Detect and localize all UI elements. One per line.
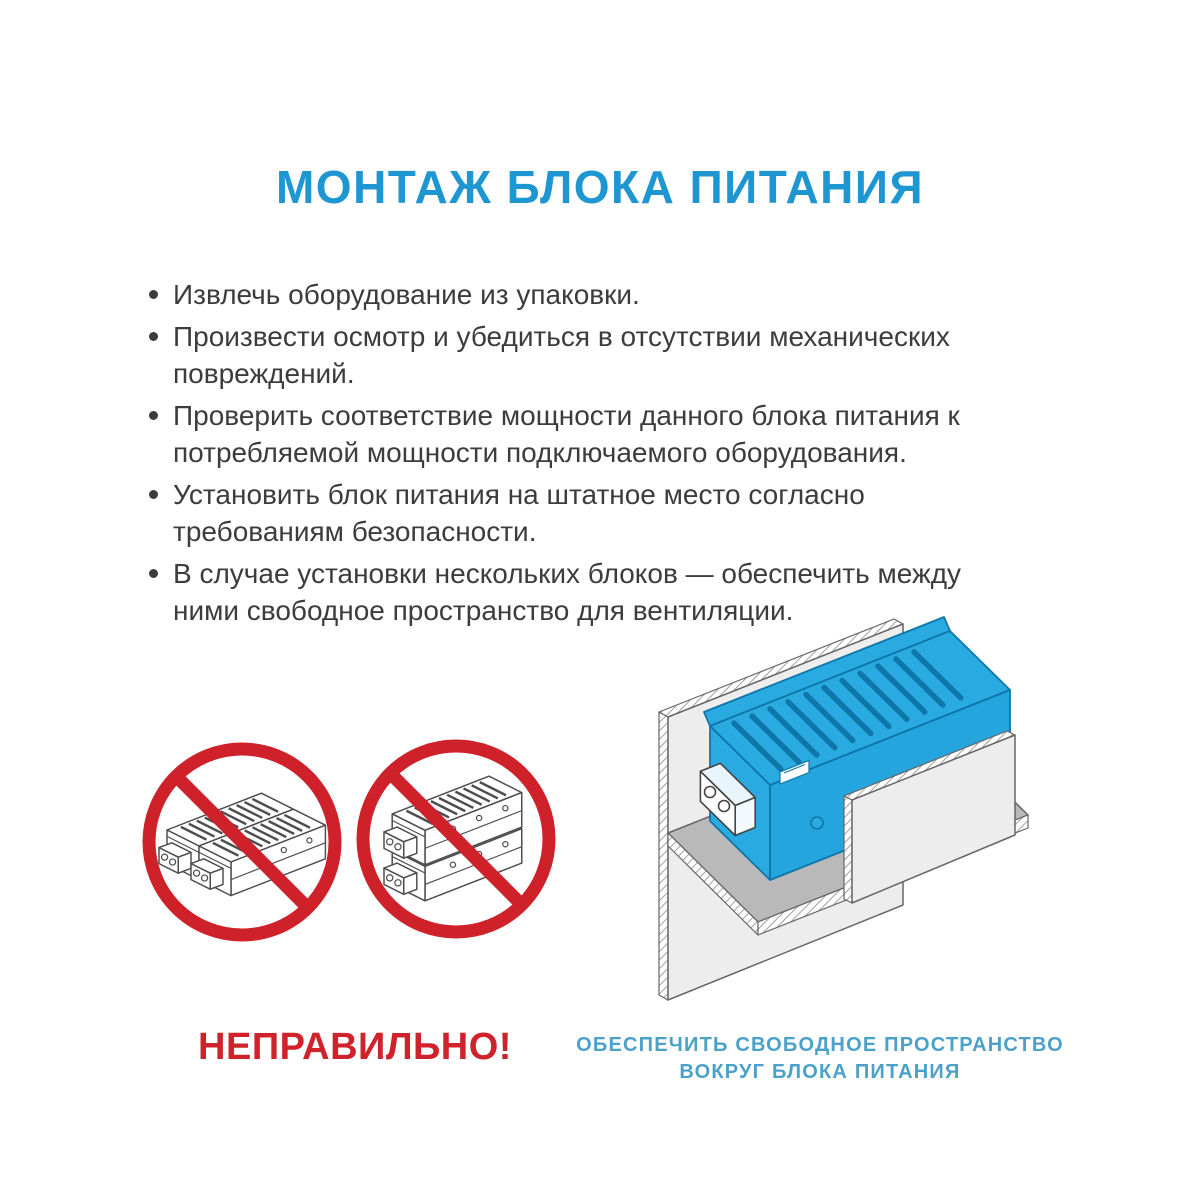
- prohibition-sign-side-by-side: [132, 732, 352, 952]
- correct-caption-line2: ВОКРУГ БЛОКА ПИТАНИЯ: [679, 1061, 961, 1083]
- wrong-label: НЕПРАВИЛЬНО!: [198, 1026, 512, 1068]
- instruction-list: [147, 276, 1027, 634]
- instruction-item: Проверить соответствие мощности данного блока питания к потребляемой мощности подключаемого оборудования.: [147, 397, 1027, 471]
- instruction-item: В случае установки нескольких блоков — обеспечить между ними свободное пространство для вентиляции.: [147, 555, 1027, 629]
- correct-caption-line1: ОБЕСПЕЧИТЬ СВОБОДНОЕ ПРОСТРАНСТВО: [576, 1034, 1064, 1056]
- case-screw: [811, 817, 823, 829]
- page-title: МОНТАЖ БЛОКА ПИТАНИЯ: [275, 161, 925, 213]
- instruction-item: Извлечь оборудование из упаковки.: [147, 276, 1027, 313]
- correct-mounting-illustration: [620, 600, 1060, 1020]
- instruction-item: Произвести осмотр и убедиться в отсутствии механических повреждений.: [147, 318, 1027, 392]
- instruction-item: Установить блок питания на штатное место согласно требованиям безопасности.: [147, 476, 1027, 550]
- prohibition-sign-stacked: [346, 729, 566, 949]
- correct-caption: [570, 1032, 1070, 1086]
